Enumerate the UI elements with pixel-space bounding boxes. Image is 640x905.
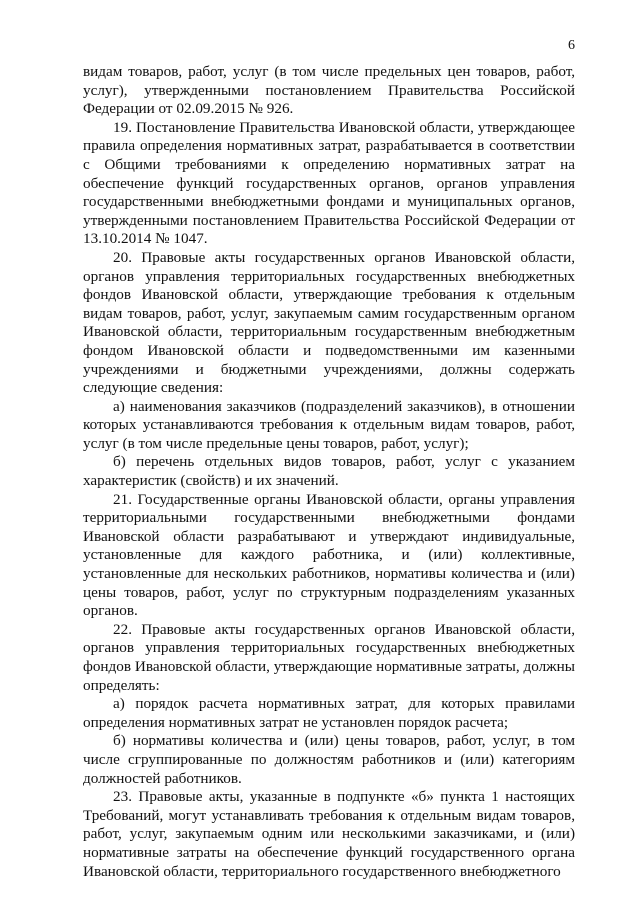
paragraph-22-b: б) нормативы количества и (или) цены товаров, работ, услуг, в том числе сгруппированные по должностям работников и (или) категориям должностей работников.	[83, 732, 575, 787]
paragraph-20-a: а) наименования заказчиков (подразделений заказчиков), в отношении которых устанавливаются требования к отдельным видам товаров, работ, услуг (в том числе предельные цены товаров, работ, услуг);	[83, 397, 575, 452]
paragraph-20-b: б) перечень отдельных видов товаров, работ, услуг с указанием характеристик (свойств) и их значений.	[83, 453, 575, 490]
document-body	[83, 63, 575, 881]
paragraph-22-a: а) порядок расчета нормативных затрат, для которых правилами определения нормативных затрат не установлен порядок расчета;	[83, 695, 575, 731]
paragraph-continuation: видам товаров, работ, услуг (в том числе предельных цен товаров, работ, услуг), утвержденными постановлением Правительства Российской Федерации от 02.09.2015 № 926.	[83, 63, 575, 118]
paragraph-20: 20. Правовые акты государственных органов Ивановской области, органов управления территориальных государственных внебюджетных фондов Ивановской области, утверждающие требования к отдельным видам товаров, работ, услуг, закупаемым самим государственным органом Ивановской области, территориальным государственным внебюджетным фондом Ивановской области и подведомственными им казенными учреждениями и бюджетными учреждениями, должны содержать следующие сведения:	[83, 248, 575, 397]
paragraph-21: 21. Государственные органы Ивановской области, органы управления территориальными государственными внебюджетными фондами Ивановской области разрабатывают и утверждают индивидуальные, установленные для каждого работника, и (или) коллективные, установленные для нескольких работников, нормативы количества и (или) цены товаров, работ, услуг по структурным подразделениям указанных органов.	[83, 490, 575, 620]
paragraph-23: 23. Правовые акты, указанные в подпункте «б» пункта 1 настоящих Требований, могут устанавливать требования к отдельным видам товаров, работ, услуг, закупаемым одним или несколькими заказчиками, и (или) нормативные затраты на обеспечение функций государственного органа Ивановской области, территориального государственного внебюджетного	[83, 788, 575, 880]
paragraph-19: 19. Постановление Правительства Ивановской области, утверждающее правила определения нормативных затрат, разрабатывается в соответствии с Общими требованиями к определению нормативных затрат на обеспечение функций государственных органов, органов управления государственными внебюджетными фондами и муниципальных органов, утвержденными постановлением Правительства Российской Федерации от 13.10.2014 № 1047.	[83, 118, 575, 248]
page-number: 6	[568, 38, 575, 53]
paragraph-22: 22. Правовые акты государственных органов Ивановской области, органов управления территориальных государственных внебюджетных фондов Ивановской области, утверждающие нормативные затраты, должны определять:	[83, 620, 575, 694]
